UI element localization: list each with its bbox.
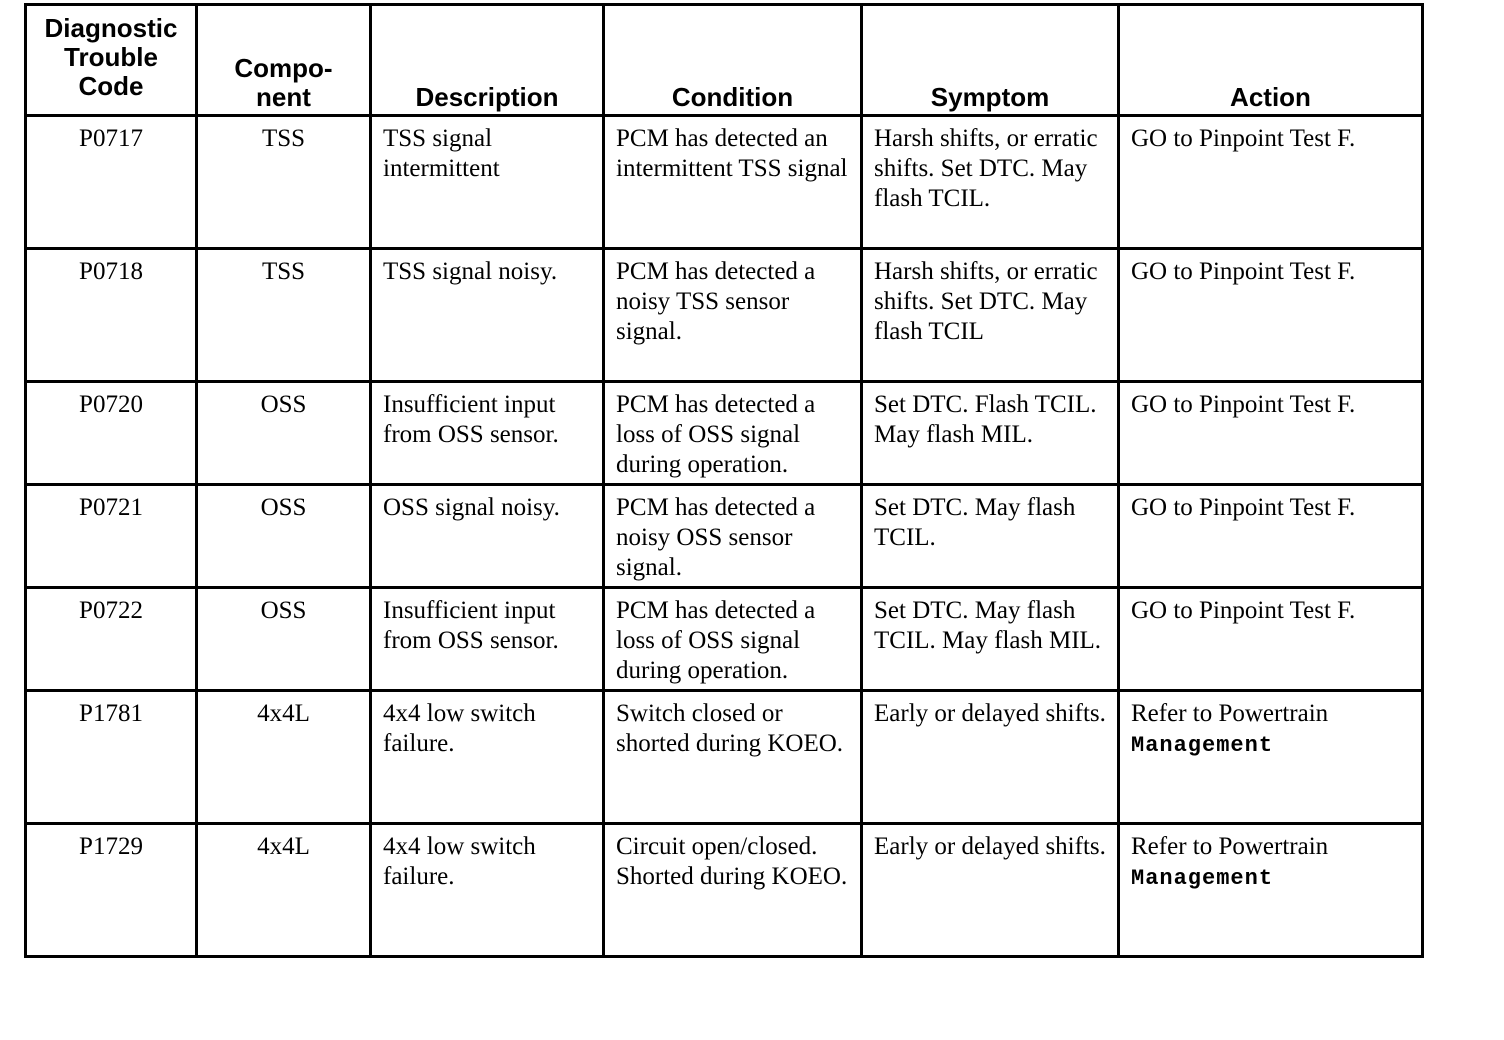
cell-symptom: Set DTC. May flash TCIL. <box>862 485 1119 588</box>
table-body <box>26 116 1423 957</box>
cell-component: OSS <box>197 588 371 691</box>
table-row <box>26 824 1423 957</box>
cell-description: OSS signal noisy. <box>371 485 604 588</box>
header-symptom: Symptom <box>862 5 1119 116</box>
cell-action: GO to Pinpoint Test F. <box>1119 116 1423 249</box>
cell-action: GO to Pinpoint Test F. <box>1119 485 1423 588</box>
table-row <box>26 249 1423 382</box>
table-row <box>26 382 1423 485</box>
cell-condition: PCM has detected a loss of OSS signal during operation. <box>604 588 862 691</box>
header-condition: Condition <box>604 5 862 116</box>
cell-symptom: Harsh shifts, or erratic shifts. Set DTC. May flash TCIL <box>862 249 1119 382</box>
cell-component: TSS <box>197 249 371 382</box>
header-row <box>26 5 1423 116</box>
cell-description: 4x4 low switch failure. <box>371 824 604 957</box>
cell-condition: PCM has detected a noisy OSS sensor signal. <box>604 485 862 588</box>
cell-code: P0720 <box>26 382 197 485</box>
cell-condition: PCM has detected a noisy TSS sensor signal. <box>604 249 862 382</box>
table-row <box>26 588 1423 691</box>
cell-description: 4x4 low switch failure. <box>371 691 604 824</box>
header-description: Description <box>371 5 604 116</box>
table-row <box>26 691 1423 824</box>
cell-code: P0722 <box>26 588 197 691</box>
cell-action: GO to Pinpoint Test F. <box>1119 382 1423 485</box>
cell-action: GO to Pinpoint Test F. <box>1119 249 1423 382</box>
cell-code: P0717 <box>26 116 197 249</box>
cell-action <box>1119 691 1423 824</box>
cell-condition: Switch closed or shorted during KOEO. <box>604 691 862 824</box>
cell-code: P1729 <box>26 824 197 957</box>
cell-condition: Circuit open/closed. Shorted during KOEO. <box>604 824 862 957</box>
cell-condition: PCM has detected an intermittent TSS signal <box>604 116 862 249</box>
cell-description: TSS signal intermittent <box>371 116 604 249</box>
cell-action: GO to Pinpoint Test F. <box>1119 588 1423 691</box>
header-action: Action <box>1119 5 1423 116</box>
cell-symptom: Early or delayed shifts. <box>862 691 1119 824</box>
cell-component: TSS <box>197 116 371 249</box>
cell-action <box>1119 824 1423 957</box>
cell-symptom: Set DTC. Flash TCIL. May flash MIL. <box>862 382 1119 485</box>
dtc-table <box>24 3 1424 958</box>
cell-description: Insufficient input from OSS sensor. <box>371 588 604 691</box>
cell-symptom: Set DTC. May flash TCIL. May flash MIL. <box>862 588 1119 691</box>
table-header <box>26 5 1423 116</box>
header-code: Diagnostic Trouble Code <box>26 5 197 116</box>
cell-code: P0721 <box>26 485 197 588</box>
action-reference: Management <box>1131 733 1274 758</box>
cell-description: TSS signal noisy. <box>371 249 604 382</box>
cell-component: 4x4L <box>197 824 371 957</box>
action-text: Refer to Powertrain <box>1131 700 1329 727</box>
action-text: Refer to Powertrain <box>1131 833 1329 860</box>
cell-code: P0718 <box>26 249 197 382</box>
cell-description: Insufficient input from OSS sensor. <box>371 382 604 485</box>
table-row <box>26 485 1423 588</box>
cell-symptom: Early or delayed shifts. <box>862 824 1119 957</box>
table-row <box>26 116 1423 249</box>
cell-component: OSS <box>197 485 371 588</box>
header-component: Compo- nent <box>197 5 371 116</box>
action-reference: Management <box>1131 866 1274 891</box>
cell-code: P1781 <box>26 691 197 824</box>
cell-component: 4x4L <box>197 691 371 824</box>
cell-symptom: Harsh shifts, or erratic shifts. Set DTC. May flash TCIL. <box>862 116 1119 249</box>
cell-component: OSS <box>197 382 371 485</box>
cell-condition: PCM has detected a loss of OSS signal during operation. <box>604 382 862 485</box>
